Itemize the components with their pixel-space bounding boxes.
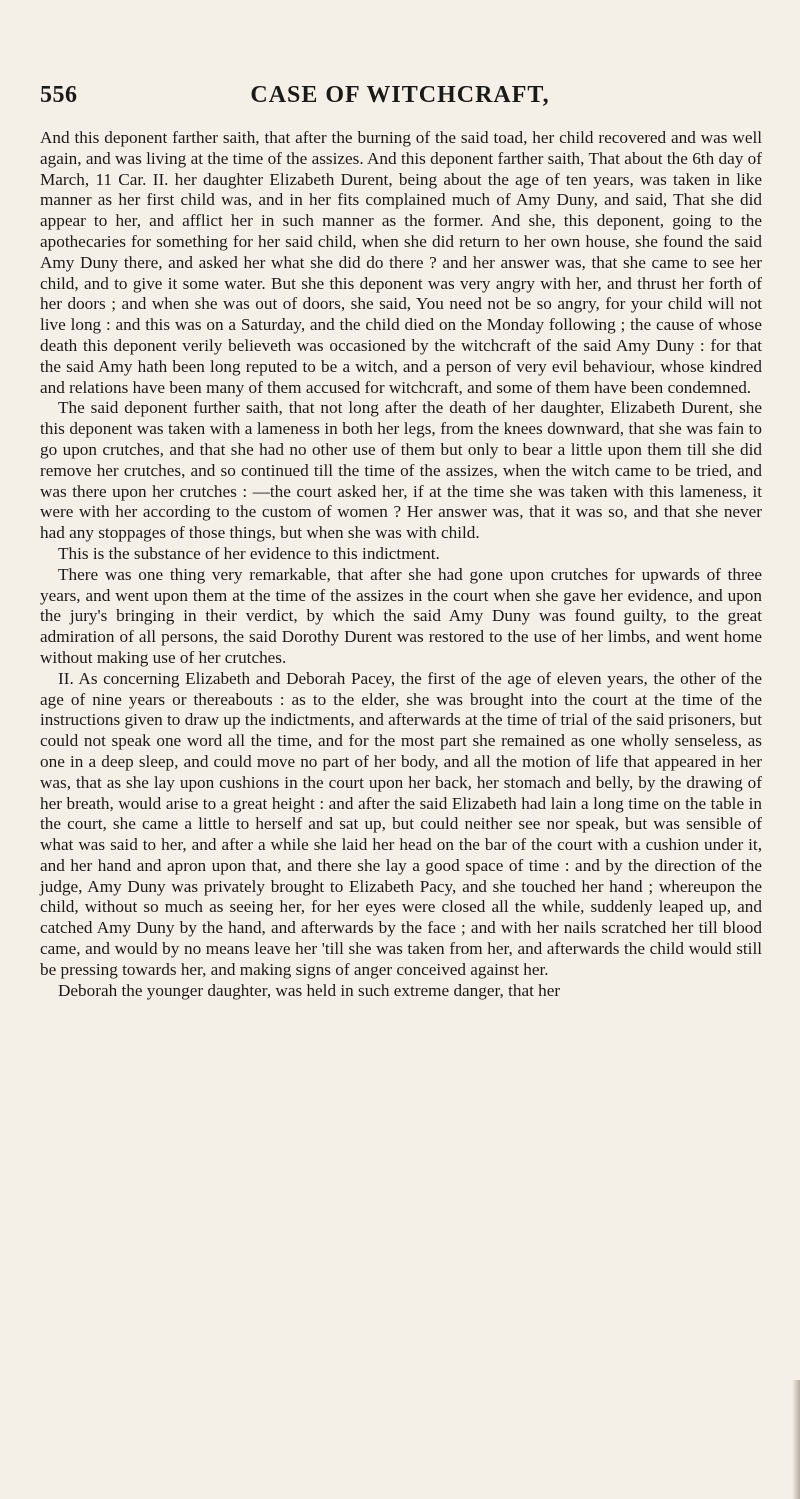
paragraph-6: Deborah the younger daughter, was held in such extreme danger, that her (58, 980, 561, 1000)
paragraph-2: The said deponent further saith, that not long after the death of her daughter, Elizabeth Durent, she this deponent was taken with a lameness in both her legs, from the knees downward, that she was fain to go upon crutches, and that she had no other use of them but only to bear a little upon them till she did remove her crutches, and so continued till the time of the assizes, when the witch came to be tried, and was there upon her crutches : —the court asked her, if at the time she was taken with this lameness, it were with her according to the custom of women ? Her answer was, that it was so, and that she never had any stoppages of those things, but when she was with child. (40, 398, 762, 543)
paragraph-1: And this deponent farther saith, that after the burning of the said toad, her child recovered and was well again, and was living at the time of the assizes. And this deponent farther saith, That about the 6th day of March, 11 Car. II. her daughter Elizabeth Durent, being about the age of ten years, was taken in like manner as her first child was, and in her fits complained much of Amy Duny, and said, That she did appear to her, and afflict her in such manner as the former. And she, this deponent, going to the apothecaries for something for her said child, when she did return to her own house, she found the said Amy Duny there, and asked her what she did do there ? and her answer was, that she came to see her child, and to give it some water. But she this deponent was very angry with her, and thrust her forth of her doors ; and when she was out of doors, she said, You need not be so angry, for your child will not live long : and this was on a Saturday, and the child died on the Monday following ; the cause of whose death this deponent verily believeth was occasioned by the witchcraft of the said Amy Duny : for that the said Amy hath been long reputed to be a witch, and a person of very evil behaviour, whose kindred and relations have been many of them accused for witchcraft, and some of them have been condemned. (40, 128, 762, 397)
page-number: 556 (40, 82, 78, 108)
running-head: CASE OF WITCHCRAFT, (250, 82, 550, 108)
body-text (40, 128, 762, 1001)
page-edge-shadow (792, 1380, 800, 1499)
paragraph-3: This is the substance of her evidence to this indictment. (58, 543, 440, 563)
paragraph-5: II. As concerning Elizabeth and Deborah Pacey, the first of the age of eleven years, the other of the age of nine years or thereabouts : as to the elder, she was brought into the court at the time of the instructions given to draw up the indictments, and afterwards at the time of trial of the said prisoners, but could not speak one word all the time, and for the most part she remained as one wholly senseless, as one in a deep sleep, and could move no part of her body, and all the motion of life that appeared in her was, that as she lay upon cushions in the court upon her back, her stomach and belly, by the drawing of her breath, would arise to a great height : and after the said Elizabeth had lain a long time on the table in the court, she came a little to herself and sat up, but could neither see nor speak, but was sensible of what was said to her, and after a while she laid her head on the bar of the court with a cushion under it, and her hand and apron upon that, and there she lay a good space of time : and by the direction of the judge, Amy Duny was privately brought to Elizabeth Pacy, and she touched her hand ; whereupon the child, without so much as seeing her, for her eyes were closed all the while, suddenly leaped up, and catched Amy Duny by the hand, and afterwards by the face ; and with her nails scratched her till blood came, and would by no means leave her 'till she was taken from her, and afterwards the child would still be pressing towards her, and making signs of anger conceived against her. (40, 668, 762, 979)
page-header (40, 82, 760, 116)
paragraph-4: There was one thing very remarkable, that after she had gone upon crutches for upwards of three years, and went upon them at the time of the assizes in the court when she gave her evidence, and upon the jury's bringing in their verdict, by which the said Amy Duny was found guilty, to the great admiration of all persons, the said Dorothy Durent was restored to the use of her limbs, and went home without making use of her crutches. (40, 564, 762, 667)
